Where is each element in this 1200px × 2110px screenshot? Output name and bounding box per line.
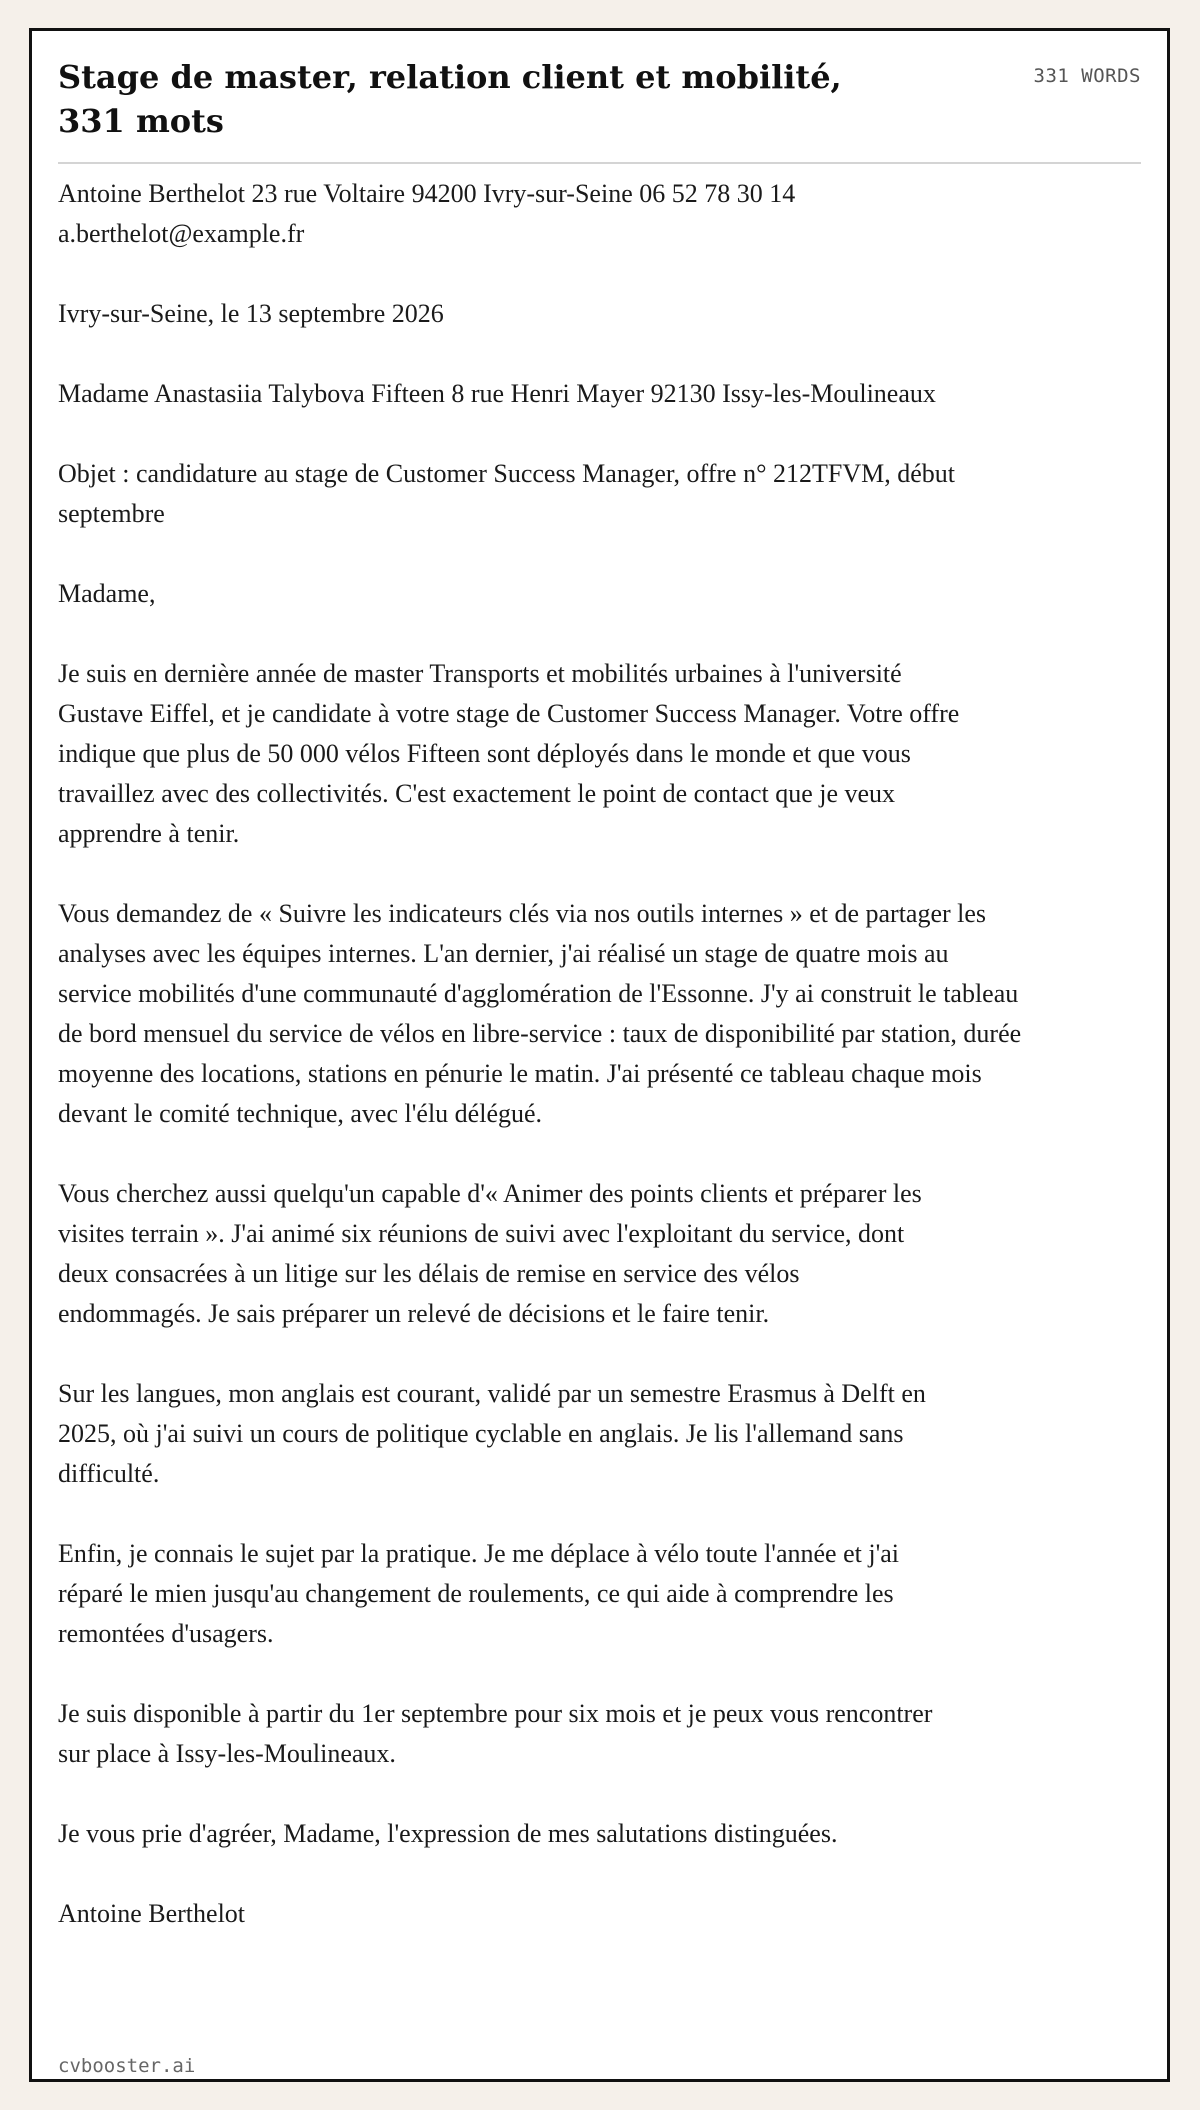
letter-date: Ivry-sur-Seine, le 13 septembre 2026 <box>58 299 444 328</box>
body-paragraph: Je suis en dernière année de master Transports et mobilités urbaines à l'université Gustave Eiffel, et je candidate à votre stage de Customer Success Manager. Votre offre indique que plus de 50 000 vélos Fifteen sont déployés dans le monde et que vous travaillez avec des collectivités. C'est exactement le point de contact que je veux apprendre à tenir. <box>58 659 960 848</box>
letter-body <box>58 174 1141 1934</box>
body-paragraph: Je suis disponible à partir du 1er septembre pour six mois et je peux vous rencontrer sur place à Issy-les-Moulineaux. <box>58 1699 933 1768</box>
letter-salutation: Madame, <box>58 579 156 608</box>
word-count-badge: 331 WORDS <box>1033 65 1141 87</box>
body-paragraph: Sur les langues, mon anglais est courant, validé par un semestre Erasmus à Delft en 2025, où j'ai suivi un cours de politique cyclable en anglais. Je lis l'allemand sans difficulté. <box>58 1379 926 1488</box>
letter-subject: Objet : candidature au stage de Customer Success Manager, offre n° 212TFVM, début septembre <box>58 459 955 528</box>
page-title: Stage de master, relation client et mobilité, 331 mots <box>58 58 842 140</box>
letter-signature: Antoine Berthelot <box>58 1899 246 1928</box>
body-paragraph: Enfin, je connais le sujet par la pratique. Je me déplace à vélo toute l'année et j'ai réparé le mien jusqu'au changement de roulements, ce qui aide à comprendre les remontées d'usagers. <box>58 1539 900 1648</box>
body-paragraph: Vous cherchez aussi quelqu'un capable d'« Animer des points clients et préparer les visites terrain ». J'ai animé six réunions de suivi avec l'exploitant du service, dont deux consacrées à un litige sur les délais de remise en service des vélos endommagés. Je sais préparer un relevé de décisions et le faire tenir. <box>58 1179 922 1328</box>
letter-header <box>58 31 1141 164</box>
brand-watermark: cvbooster.ai <box>58 2055 196 2077</box>
cover-letter-card <box>29 28 1170 2082</box>
letter-closing: Je vous prie d'agréer, Madame, l'expression de mes salutations distinguées. <box>58 1819 838 1848</box>
recipient-block: Madame Anastasiia Talybova Fifteen 8 rue Henri Mayer 92130 Issy-les-Moulineaux <box>58 379 936 408</box>
body-paragraph: Vous demandez de « Suivre les indicateurs clés via nos outils internes » et de partager les analyses avec les équipes internes. L'an dernier, j'ai réalisé un stage de quatre mois au service mobilités d'une communauté d'agglomération de l'Essonne. J'y ai construit le tableau de bord mensuel du service de vélos en libre-service : taux de disponibilité par station, durée moyenne des locations, stations en pénurie le matin. J'ai présenté ce tableau chaque mois devant le comité technique, avec l'élu délégué. <box>58 899 1022 1128</box>
sender-block: Antoine Berthelot 23 rue Voltaire 94200 Ivry-sur-Seine 06 52 78 30 14 a.berthelot@example.fr <box>58 179 796 248</box>
